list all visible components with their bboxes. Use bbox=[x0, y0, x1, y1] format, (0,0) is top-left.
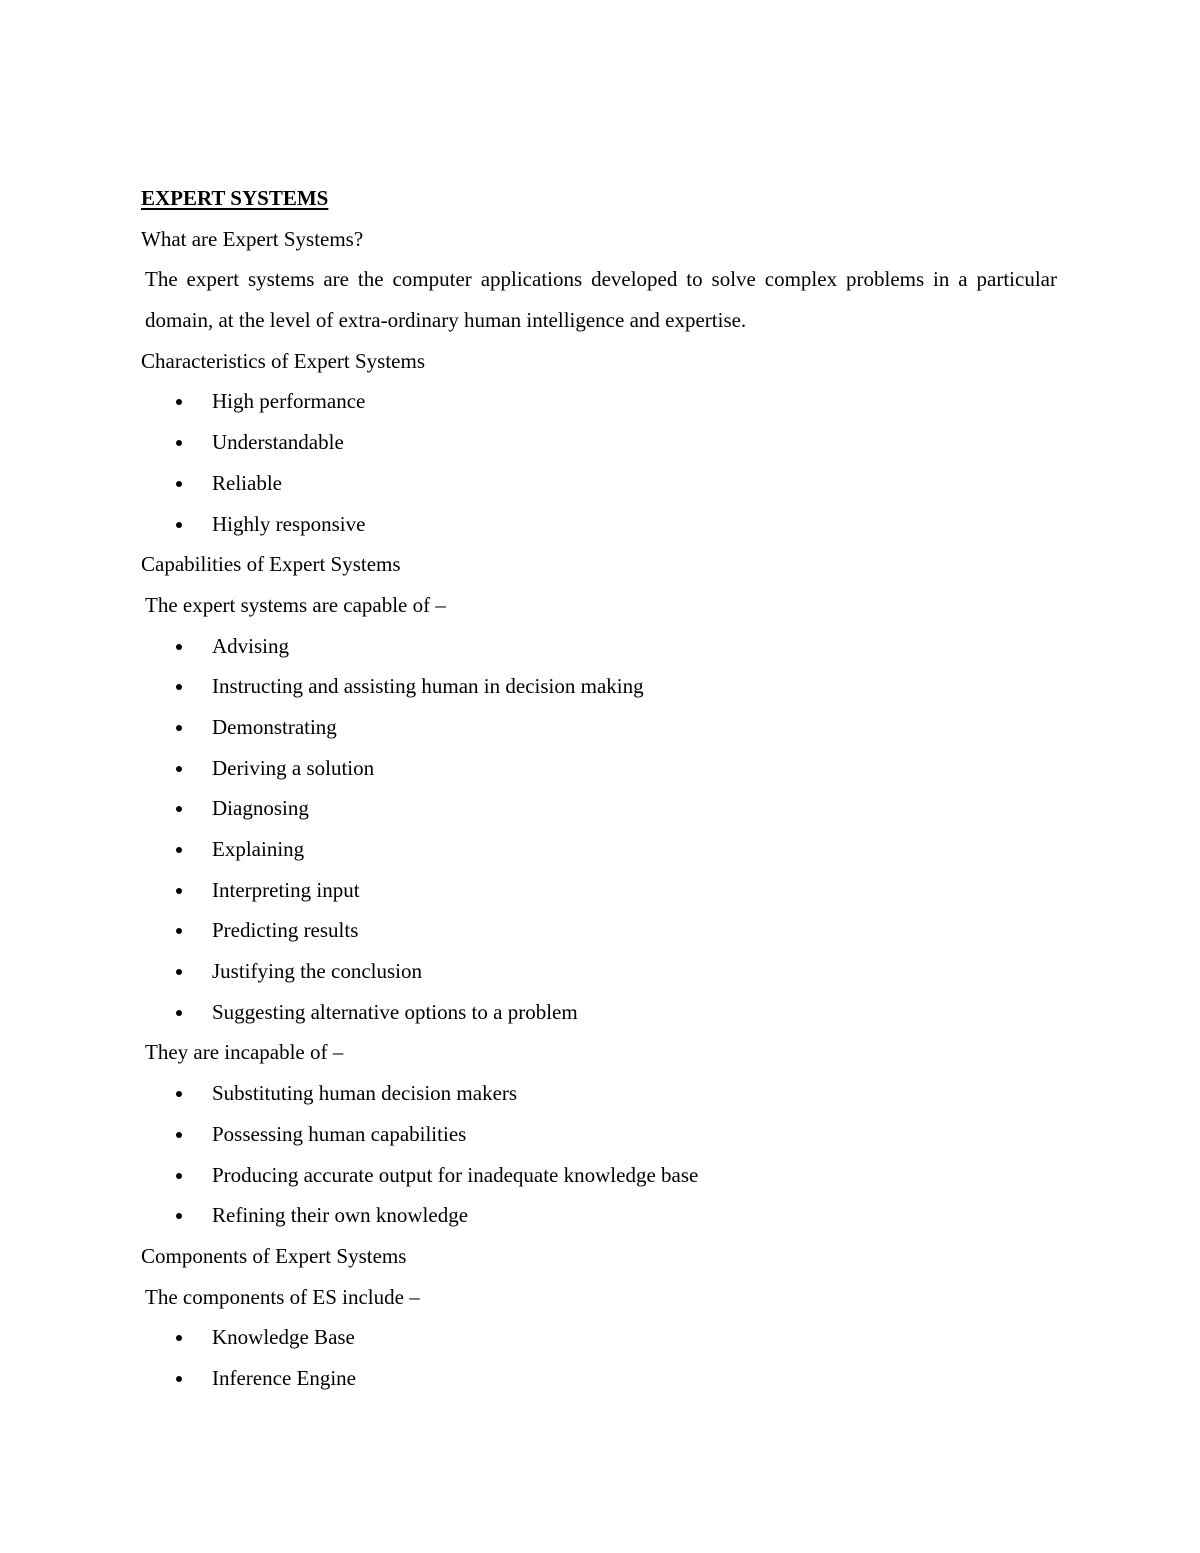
bullet-icon bbox=[176, 1173, 182, 1179]
capable-intro: The expert systems are capable of – bbox=[145, 592, 446, 617]
document-title: EXPERT SYSTEMS bbox=[141, 186, 329, 210]
capabilities-heading: Capabilities of Expert Systems bbox=[141, 552, 401, 577]
list-item-text: Interpreting input bbox=[212, 877, 360, 902]
bullet-icon bbox=[176, 969, 182, 975]
bullet-icon bbox=[176, 1335, 182, 1341]
list-item-text: Instructing and assisting human in decision making bbox=[212, 674, 644, 699]
bullet-icon bbox=[176, 644, 182, 650]
capable-list bbox=[141, 626, 1056, 1033]
list-item-text: Refining their own knowledge bbox=[212, 1203, 469, 1228]
list-item bbox=[141, 504, 1056, 545]
bullet-icon bbox=[176, 888, 182, 894]
list-item-text: Producing accurate output for inadequate knowledge base bbox=[212, 1162, 699, 1187]
bullet-icon bbox=[176, 1010, 182, 1016]
list-item-text: Deriving a solution bbox=[212, 755, 375, 780]
list-item-text: Substituting human decision makers bbox=[212, 1081, 518, 1106]
list-item bbox=[141, 1358, 1056, 1399]
question-heading: What are Expert Systems? bbox=[141, 226, 364, 251]
list-item bbox=[141, 1114, 1056, 1155]
list-item bbox=[141, 1195, 1056, 1236]
list-item bbox=[141, 381, 1056, 422]
characteristics-heading: Characteristics of Expert Systems bbox=[141, 348, 426, 373]
list-item-text: Suggesting alternative options to a problem bbox=[212, 999, 578, 1024]
list-item-text: High performance bbox=[212, 389, 366, 414]
list-item bbox=[141, 1073, 1056, 1114]
list-item-text: Knowledge Base bbox=[212, 1325, 355, 1350]
list-item-text: Demonstrating bbox=[212, 714, 337, 739]
list-item-text: Possessing human capabilities bbox=[212, 1121, 467, 1146]
bullet-icon bbox=[176, 766, 182, 772]
list-item bbox=[141, 951, 1056, 992]
bullet-icon bbox=[176, 1091, 182, 1097]
list-item-text: Reliable bbox=[212, 470, 282, 495]
bullet-icon bbox=[176, 1132, 182, 1138]
bullet-icon bbox=[176, 481, 182, 487]
list-item bbox=[141, 666, 1056, 707]
list-item bbox=[141, 870, 1056, 911]
bullet-icon bbox=[176, 847, 182, 853]
characteristics-list bbox=[141, 381, 1056, 544]
bullet-icon bbox=[176, 1376, 182, 1382]
list-item-text: Advising bbox=[212, 633, 290, 658]
list-item-text: Justifying the conclusion bbox=[212, 959, 422, 984]
list-item-text: Diagnosing bbox=[212, 796, 309, 821]
list-item bbox=[141, 1155, 1056, 1196]
list-item bbox=[141, 463, 1056, 504]
list-item bbox=[141, 422, 1056, 463]
list-item-text: Understandable bbox=[212, 430, 344, 455]
list-item-text: Explaining bbox=[212, 837, 305, 862]
list-item bbox=[141, 829, 1056, 870]
list-item bbox=[141, 788, 1056, 829]
bullet-icon bbox=[176, 522, 182, 528]
list-item bbox=[141, 748, 1056, 789]
components-heading: Components of Expert Systems bbox=[141, 1243, 407, 1268]
list-item bbox=[141, 910, 1056, 951]
components-list bbox=[141, 1317, 1056, 1398]
list-item-text: Inference Engine bbox=[212, 1365, 356, 1390]
bullet-icon bbox=[176, 440, 182, 446]
list-item bbox=[141, 1317, 1056, 1358]
bullet-icon bbox=[176, 1213, 182, 1219]
definition-paragraph: The expert systems are the computer applications developed to solve complex problems in a particular domain, at the level of extra-ordinary human intelligence and expertise. bbox=[145, 267, 1057, 333]
bullet-icon bbox=[176, 725, 182, 731]
bullet-icon bbox=[176, 928, 182, 934]
bullet-icon bbox=[176, 806, 182, 812]
list-item bbox=[141, 992, 1056, 1033]
bullet-icon bbox=[176, 399, 182, 405]
list-item-text: Highly responsive bbox=[212, 511, 366, 536]
document-body bbox=[141, 178, 1056, 1399]
list-item bbox=[141, 707, 1056, 748]
bullet-icon bbox=[176, 684, 182, 690]
list-item bbox=[141, 626, 1056, 667]
list-item-text: Predicting results bbox=[212, 918, 359, 943]
incapable-list bbox=[141, 1073, 1056, 1236]
incapable-intro: They are incapable of – bbox=[145, 1040, 344, 1065]
components-intro: The components of ES include – bbox=[145, 1284, 420, 1309]
